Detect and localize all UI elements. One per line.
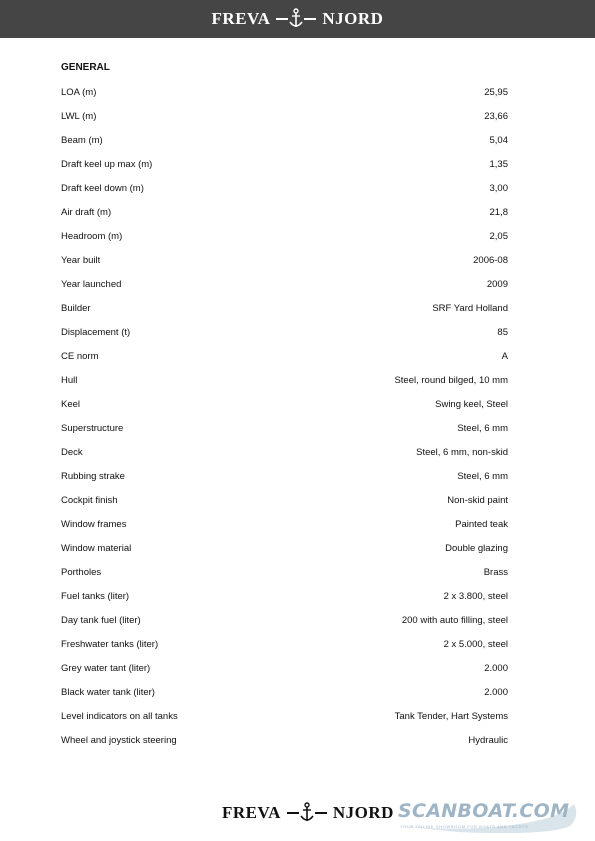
spec-value: 2006-08 [473,254,508,266]
spec-label: Air draft (m) [61,206,112,218]
spec-value: 2009 [486,278,508,290]
spec-value: Non-skid paint [447,494,508,506]
scanboat-logo [398,796,588,836]
footer-freva-njord-logo [222,802,394,824]
spec-row [61,368,508,392]
spec-value: 2 x 3.800, steel [443,590,508,602]
spec-label: Fuel tanks (liter) [61,590,130,602]
spec-value: SRF Yard Holland [432,302,508,314]
spec-value: Swing keel, Steel [435,398,508,410]
spec-label: Keel [61,398,81,410]
spec-label: Year launched [61,278,122,290]
scanboat-wordmark: SCANBOAT.COM [398,800,570,822]
spec-value: Tank Tender, Hart Systems [394,710,508,722]
spec-row [61,344,508,368]
spec-row [61,392,508,416]
spec-label: Grey water tant (liter) [61,662,151,674]
spec-value: 25,95 [484,86,508,98]
spec-label: Hull [61,374,78,386]
spec-row [61,656,508,680]
spec-row [61,104,508,128]
spec-label: CE norm [61,350,99,362]
spec-row [61,512,508,536]
spec-label: Draft keel up max (m) [61,158,153,170]
spec-value: 2.000 [484,686,508,698]
spec-label: Headroom (m) [61,230,123,242]
spec-value: 3,00 [489,182,508,194]
spec-row [61,704,508,728]
spec-row [61,584,508,608]
page-header [0,0,595,38]
spec-row [61,632,508,656]
footer-brand-left: FREVA [222,803,281,822]
spec-value: 200 with auto filling, steel [401,614,508,626]
spec-label: Displacement (t) [61,326,131,338]
spec-row [61,80,508,104]
spec-label: Freshwater tanks (liter) [61,638,159,650]
spec-label: Cockpit finish [61,494,118,506]
spec-value: 2.000 [484,662,508,674]
spec-label: Black water tank (liter) [61,686,155,698]
spec-row [61,152,508,176]
spec-row [61,536,508,560]
spec-row [61,248,508,272]
spec-row [61,608,508,632]
brand-left: FREVA [211,9,271,28]
spec-label: Beam (m) [61,134,103,146]
spec-row [61,464,508,488]
spec-value: 1,35 [489,158,508,170]
spec-value: Steel, 6 mm [457,470,508,482]
spec-row [61,296,508,320]
spec-row [61,224,508,248]
spec-row [61,728,508,752]
spec-value: Steel, 6 mm, non-skid [416,446,508,458]
spec-label: Draft keel down (m) [61,182,144,194]
freva-njord-logo [212,8,384,30]
spec-label: LOA (m) [61,86,97,98]
spec-label: LWL (m) [61,110,97,122]
spec-value: 23,66 [484,110,508,122]
spec-label: Portholes [61,566,102,578]
spec-row [61,416,508,440]
page-footer [0,790,595,840]
spec-value: 2,05 [489,230,508,242]
section-title: GENERAL [61,62,110,73]
spec-row [61,272,508,296]
footer-anchor-emblem [287,802,327,824]
spec-value: A [501,350,508,362]
spec-row [61,176,508,200]
spec-row [61,488,508,512]
spec-row [61,440,508,464]
spec-value: Brass [483,566,508,578]
spec-label: Deck [61,446,83,458]
spec-value: Steel, 6 mm [457,422,508,434]
spec-label: Year built [61,254,101,266]
spec-value: 85 [497,326,508,338]
spec-row [61,128,508,152]
scanboat-tagline: YOUR ONLINE SHOWROOM FOR BOATS AND YACHTS [400,824,529,829]
spec-label: Rubbing strake [61,470,125,482]
spec-value: 2 x 5.000, steel [443,638,508,650]
spec-value: 21,8 [489,206,508,218]
anchor-emblem [276,8,316,30]
spec-value: 5,04 [489,134,508,146]
spec-label: Builder [61,302,91,314]
spec-label: Level indicators on all tanks [61,710,178,722]
spec-row [61,680,508,704]
anchor-icon [288,8,304,30]
spec-row [61,560,508,584]
spec-value: Painted teak [455,518,508,530]
footer-brand-right: NJORD [332,803,394,822]
spec-label: Day tank fuel (liter) [61,614,141,626]
spec-label: Superstructure [61,422,124,434]
anchor-icon [299,802,315,824]
spec-value: Steel, round bilged, 10 mm [394,374,508,386]
spec-row [61,320,508,344]
spec-table [61,80,508,752]
spec-label: Wheel and joystick steering [61,734,177,746]
spec-row [61,200,508,224]
spec-value: Hydraulic [468,734,508,746]
spec-label: Window material [61,542,132,554]
spec-value: Double glazing [445,542,508,554]
brand-right: NJORD [322,9,384,28]
spec-label: Window frames [61,518,127,530]
